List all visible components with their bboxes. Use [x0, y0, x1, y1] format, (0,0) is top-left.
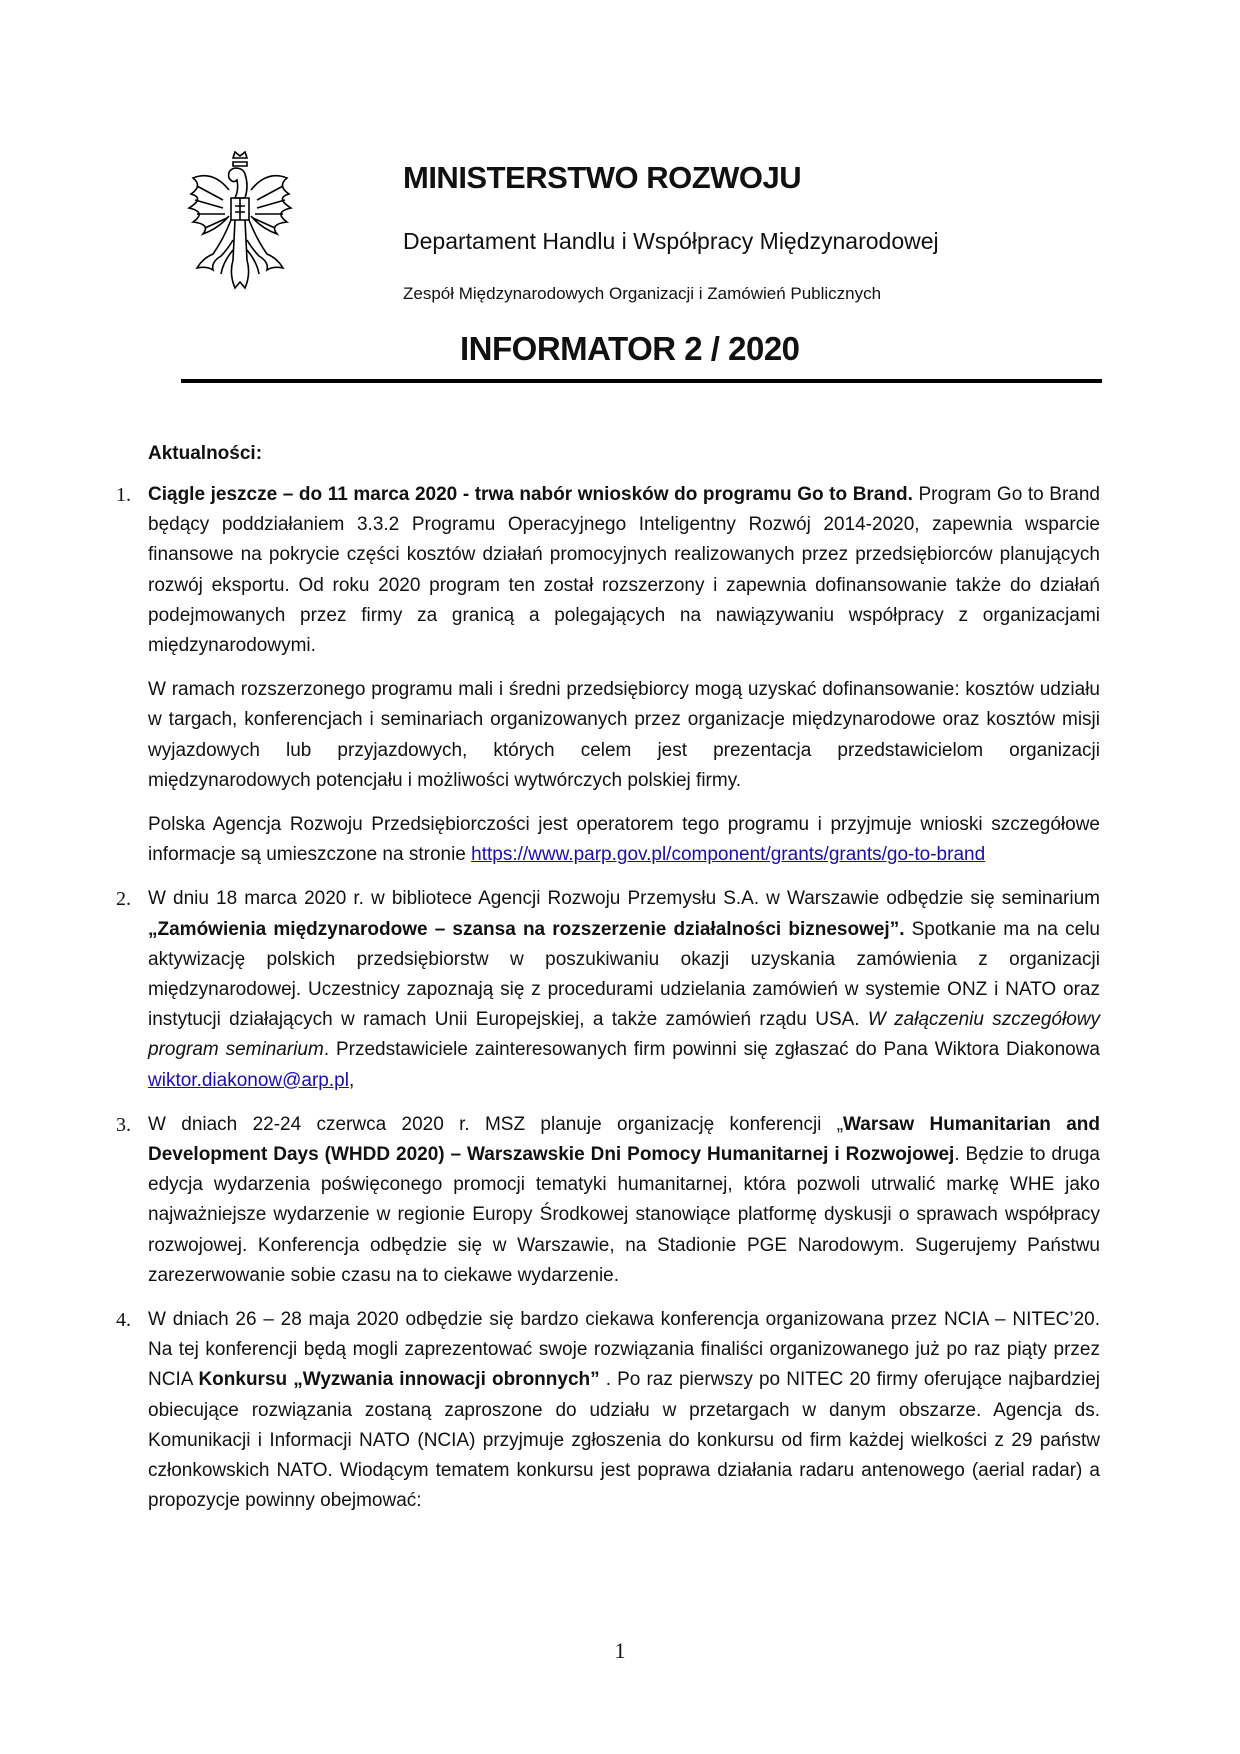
- page-number: 1: [614, 1638, 626, 1663]
- contest-title: Konkursu „Wyzwania innowacji obronnych”: [198, 1369, 600, 1391]
- newsletter-title: INFORMATOR 2 / 2020: [460, 330, 800, 367]
- attachment-note: W załączeniu szczegółowy program seminarium: [148, 1009, 1100, 1061]
- item-paragraph: [148, 480, 1100, 661]
- section-heading: Aktualności:: [148, 443, 263, 464]
- item-text: Polska Agencja Rozwoju Przedsiębiorczości jest operatorem tego programu i przyjmuje wnioski szczegółowe informacje są umieszczone na stronie: [148, 814, 1100, 866]
- item-text: Program Go to Brand będący poddziałaniem 3.3.2 Programu Operacyjnego Inteligentny Rozwój 2014-2020, zapewnia wsparcie finansowe na pokrycie części kosztów działań promocyjnych realizowanych przez przedsiębiorców planujących rozwój eksportu. Od roku 2020 program ten został rozszerzony i zapewnia dofinansowanie także do działań podejmowanych przez firmy za granicą a polegających na nawiązywaniu współpracy z organizacjami międzynarodowymi.: [148, 484, 1100, 657]
- news-item: [116, 480, 1100, 870]
- item-text: . Będzie to druga edycja wydarzenia poświęconego promocji tematyki humanitarnej, która pozwoli utrwalić markę WHE jako najważniejsze wydarzenie w regionie Europy Środkowej stanowiące platformę dyskusji o sprawach współpracy rozwojowej. Konferencja odbędzie się w Warszawie, na Stadionie PGE Narodowym. Sugerujemy Państwu zarezerwowanie sobie czasu na to ciekawe wydarzenie.: [148, 1144, 1100, 1286]
- item-text: . Przedstawiciele zainteresowanych firm powinni się zgłaszać do Pana Wiktora Diakonowa: [323, 1039, 1100, 1061]
- item-text: W dniach 26 – 28 maja 2020 odbędzie się bardzo ciekawa konferencja organizowana przez NCIA – NITEC’20. Na tej konferencji będą mogli zaprezentować swoje rozwiązania finaliści organizowanego już po raz piąty przez NCIA: [148, 1309, 1100, 1391]
- go-to-brand-link[interactable]: https://www.parp.gov.pl/component/grants/grants/go-to-brand: [471, 844, 986, 866]
- item-paragraph: [148, 1110, 1100, 1291]
- item-text: Spotkanie ma na celu aktywizację polskich przedsiębiorstw w poszukiwaniu okazji uzyskania zamówienia z organizacji międzynarodowej. Uczestnicy zapoznają się z procedurami udzielania zamówień w systemie ONZ i NATO oraz instytucji działających w ramach Unii Europejskiej, a także zamówień rządu USA.: [148, 918, 1100, 1031]
- item-text: W dniu 18 marca 2020 r. w bibliotece Agencji Rozwoju Przemysłu S.A. w Warszawie odbędzie się seminarium: [148, 888, 1100, 910]
- news-item: [116, 884, 1100, 1095]
- item-text: . Po raz pierwszy po NITEC 20 firmy oferujące najbardziej obiecujące rozwiązania zostaną zaproszone do udziału w przetargach w danym obszarze. Agencja ds. Komunikacji i Informacji NATO (NCIA) przyjmuje zgłoszenia do konkursu od firm każdej wielkości z 29 państw członkowskich NATO. Wiodącym tematem konkursu jest poprawa działania radaru antenowego (aerial radar) a propozycje powinny obejmować:: [148, 1369, 1100, 1512]
- contact-email-link[interactable]: wiktor.diakonow@arp.pl: [148, 1069, 349, 1091]
- item-paragraph: [148, 884, 1100, 1095]
- item-number: 1.: [116, 484, 131, 506]
- item-headline: Ciągle jeszcze – do 11 marca 2020 - trwa nabór wniosków do programu Go to Brand.: [148, 484, 913, 505]
- seminar-title: „Zamówienia międzynarodowe – szansa na rozszerzenie działalności biznesowej”.: [148, 918, 905, 940]
- item-number: 2.: [116, 888, 131, 911]
- item-number: 4.: [116, 1309, 131, 1332]
- polish-eagle-emblem-icon: [183, 150, 298, 292]
- department-name: Departament Handlu i Współpracy Międzynarodowej: [403, 228, 939, 254]
- item-paragraph: W ramach rozszerzonego programu mali i średni przedsiębiorcy mogą uzyskać dofinansowanie: kosztów udziału w targach, konferencjach i seminariach organizowanych przez organizacje międzynarodowe oraz kosztów misji wyjazdowych lub przyjazdowych, których celem jest prezentacja przedstawicielom organizacji międzynarodowych potencjału i możliwości wytwórczych polskiej firmy.: [148, 679, 1100, 791]
- conference-title: Warsaw Humanitarian and Development Days (WHDD 2020) – Warszawskie Dni Pomocy Humanitarnej i Rozwojowej: [148, 1113, 1100, 1166]
- item-text: W dniach 22-24 czerwca 2020 r. MSZ planuje organizację konferencji „: [148, 1113, 844, 1135]
- item-text: ,: [348, 1069, 355, 1091]
- ministry-title: MINISTERSTWO ROZWOJU: [403, 160, 802, 195]
- news-item: [116, 1110, 1100, 1291]
- news-list: [116, 480, 1100, 1531]
- news-item: [116, 1305, 1100, 1516]
- team-name: Zespół Międzynarodowych Organizacji i Zamówień Publicznych: [403, 284, 882, 303]
- item-number: 3.: [116, 1113, 131, 1136]
- header-divider: [181, 379, 1102, 383]
- item-paragraph: [148, 1305, 1100, 1516]
- item-paragraph: [148, 810, 1100, 870]
